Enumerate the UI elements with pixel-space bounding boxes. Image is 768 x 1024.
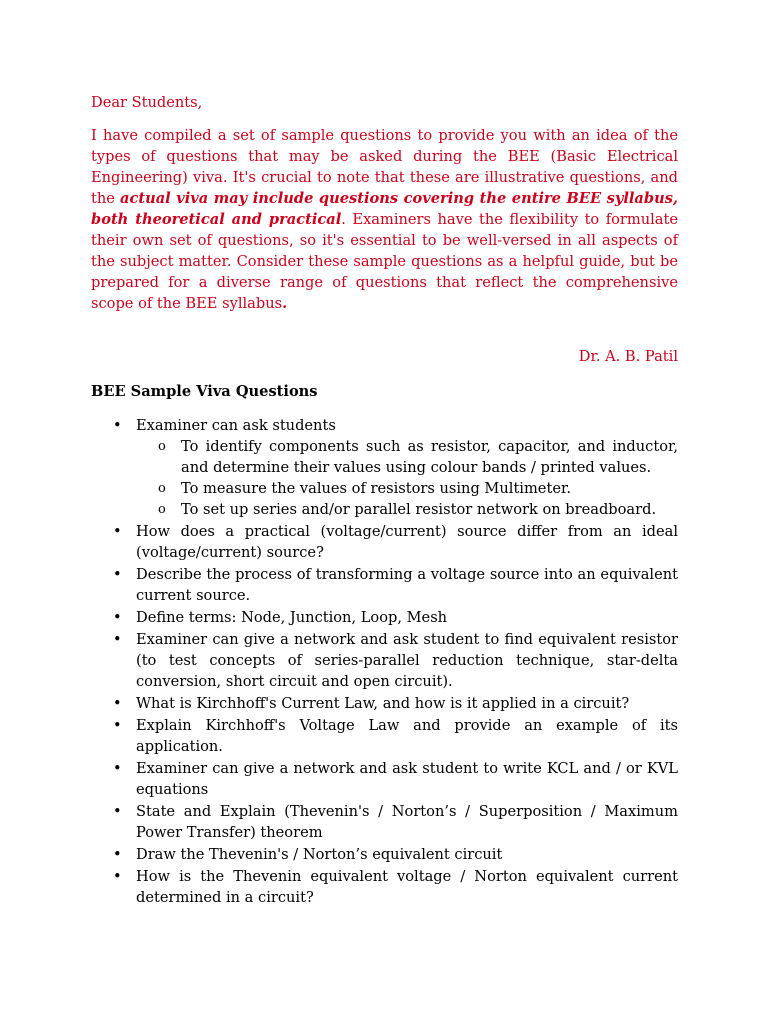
question-list bbox=[91, 415, 678, 909]
question-text: Draw the Thevenin's / Norton’s equivalent circuit bbox=[136, 846, 503, 863]
greeting: Dear Students, bbox=[91, 94, 203, 111]
question-text: Examiner can ask students bbox=[136, 417, 336, 434]
bullet-icon: • bbox=[113, 631, 122, 648]
question-item bbox=[91, 801, 678, 843]
question-item bbox=[91, 844, 678, 865]
bullet-icon: • bbox=[113, 566, 122, 583]
intro-emphasis: actual viva may include questions covering the entire BEE syllabus, both theoretical and practical bbox=[91, 190, 678, 228]
question-item bbox=[91, 693, 678, 714]
question-item bbox=[91, 758, 678, 800]
bullet-icon: • bbox=[113, 803, 122, 820]
bullet-icon: • bbox=[113, 868, 122, 885]
sub-question-item bbox=[136, 478, 678, 499]
question-text: Explain Kirchhoff's Voltage Law and provide an example of its application. bbox=[136, 717, 678, 755]
bullet-icon: • bbox=[113, 417, 122, 434]
intro-end: . bbox=[282, 295, 288, 312]
bullet-icon: • bbox=[113, 695, 122, 712]
sub-question-item bbox=[136, 499, 678, 520]
question-item bbox=[91, 629, 678, 692]
sub-question-text: To set up series and/or parallel resistor network on breadboard. bbox=[181, 501, 657, 518]
question-item bbox=[91, 415, 678, 520]
sub-question-text: To measure the values of resistors using Multimeter. bbox=[181, 480, 571, 497]
bullet-icon: • bbox=[113, 609, 122, 626]
sub-question-text: To identify components such as resistor, capacitor, and inductor, and determine their values using colour bands / printed values. bbox=[181, 438, 678, 476]
sub-question-item bbox=[136, 436, 678, 478]
question-text: What is Kirchhoff's Current Law, and how is it applied in a circuit? bbox=[136, 695, 630, 712]
question-text: Describe the process of transforming a voltage source into an equivalent current source. bbox=[136, 566, 678, 604]
question-item bbox=[91, 564, 678, 606]
question-text: Examiner can give a network and ask student to find equivalent resistor (to test concepts of series-parallel reduction technique, star-delta conversion, short circuit and open circuit). bbox=[136, 631, 678, 690]
bullet-icon: • bbox=[113, 523, 122, 540]
signature: Dr. A. B. Patil bbox=[578, 348, 678, 365]
circle-bullet-icon: o bbox=[158, 502, 166, 517]
intro-text-part2: . Examiners have the flexibility to formulate their own set of questions, so it's essential to be well-versed in all aspects of the subject matter. Consider these sample questions as a helpful guide, but be prepared for a diverse range of questions that reflect the comprehensive scope of the BEE syllabus bbox=[91, 211, 678, 312]
bullet-icon: • bbox=[113, 717, 122, 734]
bullet-icon: • bbox=[113, 846, 122, 863]
question-item bbox=[91, 715, 678, 757]
question-text: Examiner can give a network and ask student to write KCL and / or KVL equations bbox=[136, 760, 678, 798]
question-text: Define terms: Node, Junction, Loop, Mesh bbox=[136, 609, 448, 626]
question-item bbox=[91, 866, 678, 908]
section-heading: BEE Sample Viva Questions bbox=[91, 383, 318, 400]
circle-bullet-icon: o bbox=[158, 439, 166, 454]
circle-bullet-icon: o bbox=[158, 481, 166, 496]
question-item bbox=[91, 521, 678, 563]
question-text: How is the Thevenin equivalent voltage / Norton equivalent current determined in a circuit? bbox=[136, 868, 678, 906]
question-item bbox=[91, 607, 678, 628]
intro-paragraph bbox=[91, 125, 678, 314]
intro-text-part1: I have compiled a set of sample questions to provide you with an idea of the types of questions that may be asked during the BEE (Basic Electrical Engineering) viva. It's crucial to note that these are illustrative questions, and the bbox=[91, 127, 678, 207]
bullet-icon: • bbox=[113, 760, 122, 777]
sub-question-list bbox=[136, 436, 678, 520]
question-text: State and Explain (Thevenin's / Norton’s / Superposition / Maximum Power Transfer) theorem bbox=[136, 803, 678, 841]
question-text: How does a practical (voltage/current) source differ from an ideal (voltage/current) source? bbox=[136, 523, 678, 561]
